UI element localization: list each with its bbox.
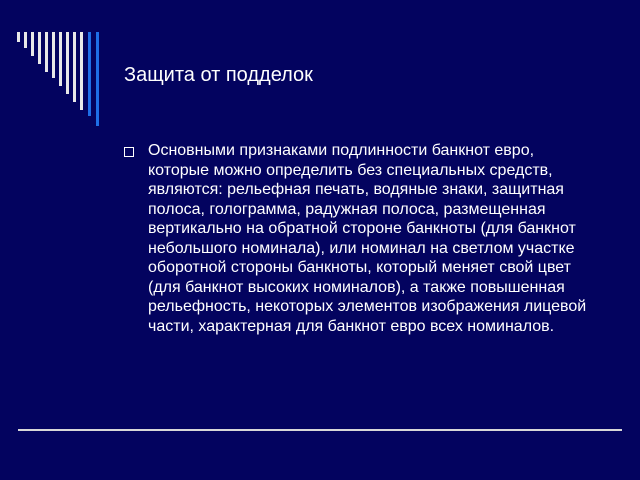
hollow-square-bullet-icon — [124, 147, 134, 157]
stripe-7 — [59, 32, 62, 86]
decorative-stripes — [0, 0, 110, 130]
bullet-text: Основными признаками подлинности банкнот евро, которые можно определить без специальных средств, являются: рельефная печать, водяные знаки, защитная полоса, голограмма, радужная полоса, размещенная вертикально на обратной стороне банкноты (для банкнот небольшого номинала), или номинал на светлом участке оборотной стороны банкноты, который меняет свой цвет (для банкнот высоких номиналов), а также повышенная рельефность, некоторых элементов изображения лицевой части, характерная для банкнот евро всех номиналов. — [148, 142, 587, 335]
stripe-6 — [52, 32, 55, 78]
bullet-item — [124, 141, 596, 336]
slide-title: Защита от подделок — [124, 64, 313, 86]
slide-content — [124, 141, 596, 336]
stripe-10 — [80, 32, 83, 110]
stripe-3 — [31, 32, 34, 56]
stripe-5 — [45, 32, 48, 72]
stripe-11 — [88, 32, 91, 116]
stripe-4 — [38, 32, 41, 64]
stripe-9 — [73, 32, 76, 102]
stripe-12 — [96, 32, 99, 126]
stripe-2 — [24, 32, 27, 48]
stripe-1 — [17, 32, 20, 42]
stripe-8 — [66, 32, 69, 94]
footer-divider — [18, 429, 622, 431]
